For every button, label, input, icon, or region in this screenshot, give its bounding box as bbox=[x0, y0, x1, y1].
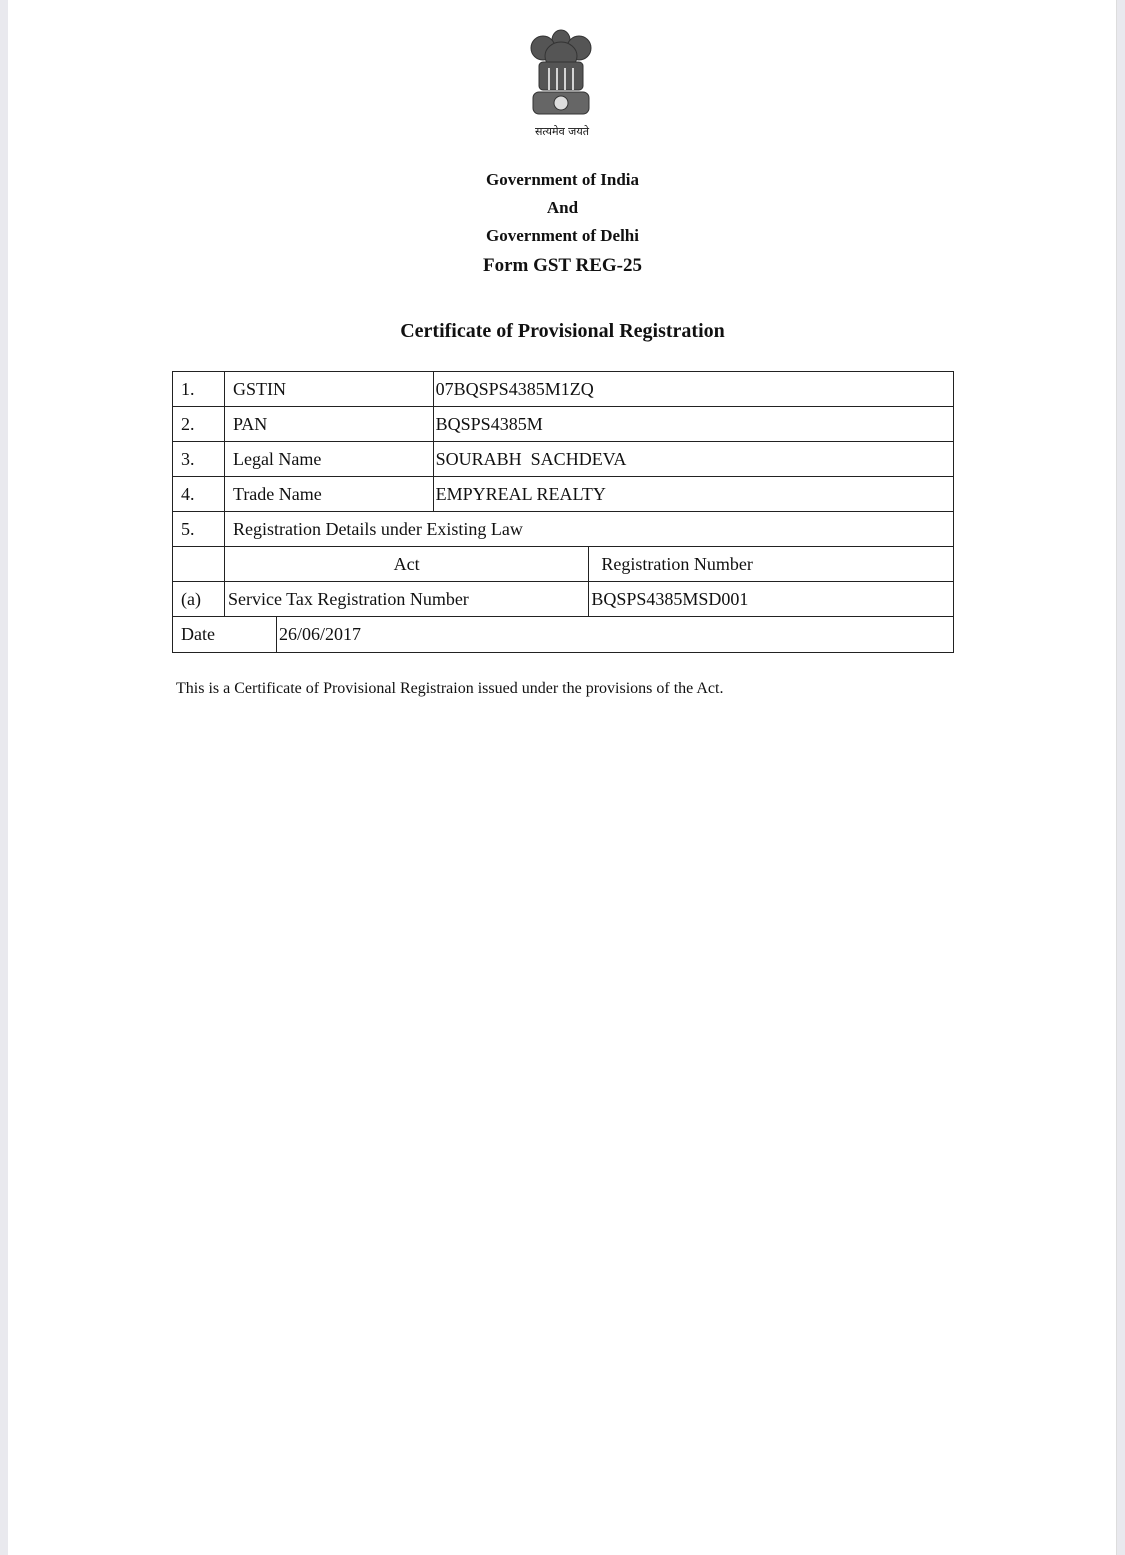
row-number: 3. bbox=[173, 442, 225, 477]
row-value: BQSPS4385M bbox=[433, 407, 953, 442]
act-name: Service Tax Registration Number bbox=[224, 582, 588, 617]
row-value: 07BQSPS4385M1ZQ bbox=[433, 372, 953, 407]
column-header-act: Act bbox=[224, 547, 588, 582]
certificate-note: This is a Certificate of Provisional Registraion issued under the provisions of the Act. bbox=[176, 680, 724, 697]
form-name: Form GST REG-25 bbox=[482, 255, 643, 276]
row-number: 1. bbox=[173, 372, 225, 407]
table-row bbox=[173, 477, 954, 512]
table-row bbox=[173, 407, 954, 442]
table-row bbox=[173, 582, 954, 617]
date-label: Date bbox=[173, 617, 277, 652]
row-value: SOURABH SACHDEVA bbox=[433, 442, 953, 477]
header-line3: Government of Delhi bbox=[486, 226, 639, 245]
date-row bbox=[173, 617, 954, 653]
table-row bbox=[173, 442, 954, 477]
header-line2: And bbox=[546, 198, 579, 217]
row-number: 4. bbox=[173, 477, 225, 512]
row-number: 5. bbox=[173, 512, 225, 547]
date-value: 26/06/2017 bbox=[279, 624, 362, 644]
table-header-row bbox=[173, 547, 954, 582]
column-header-registration-number: Registration Number bbox=[589, 547, 954, 582]
row-label: GSTIN bbox=[224, 372, 433, 407]
row-number: 2. bbox=[173, 407, 225, 442]
table-row bbox=[173, 512, 954, 547]
emblem-motto: सत्यमेव जयते bbox=[534, 125, 589, 138]
registration-table bbox=[172, 371, 954, 653]
row-label: PAN bbox=[224, 407, 433, 442]
registration-number: BQSPS4385MSD001 bbox=[589, 582, 954, 617]
certificate-title: Certificate of Provisional Registration bbox=[400, 320, 725, 342]
table-row bbox=[173, 372, 954, 407]
row-value: EMPYREAL REALTY bbox=[433, 477, 953, 512]
row-label: Legal Name bbox=[224, 442, 433, 477]
row-number: (a) bbox=[173, 582, 225, 617]
row-label: Trade Name bbox=[224, 477, 433, 512]
row-label: Registration Details under Existing Law bbox=[224, 512, 953, 547]
national-emblem-icon bbox=[525, 26, 597, 122]
header-line1: Government of India bbox=[486, 170, 639, 189]
